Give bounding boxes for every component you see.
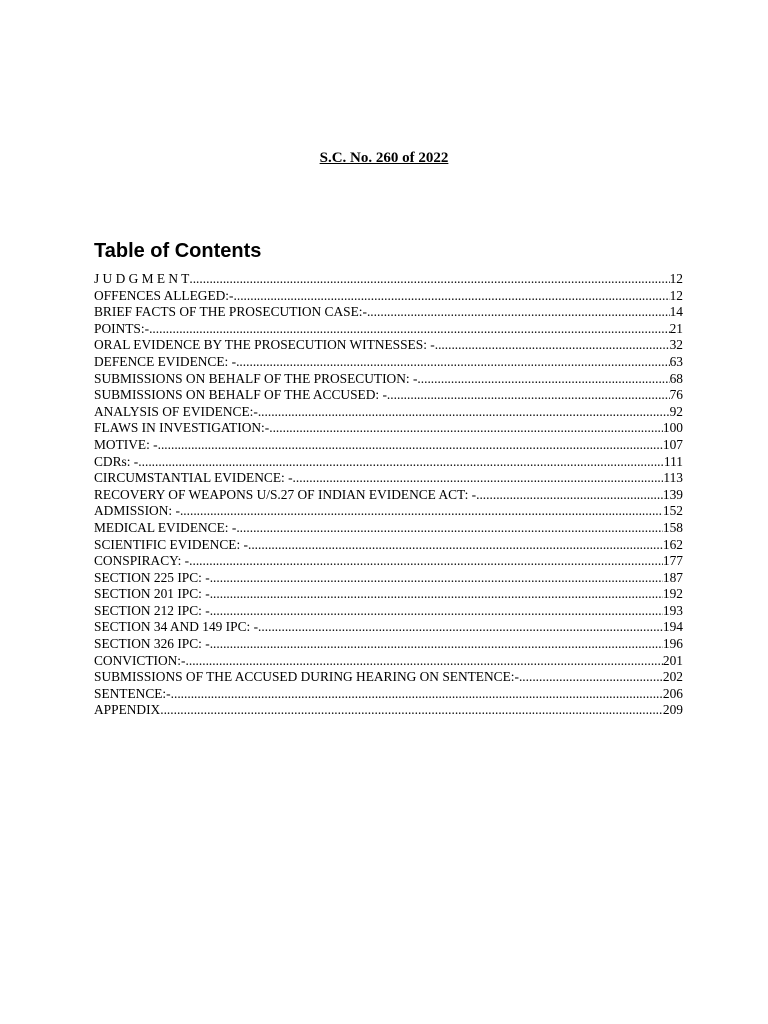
toc-entry-medical-evidence[interactable] — [94, 520, 683, 537]
toc-leader-dots — [210, 636, 663, 653]
toc-entry-oral-evidence[interactable] — [94, 337, 683, 354]
toc-leader-dots — [519, 669, 663, 686]
toc-entry-page: 152 — [662, 503, 683, 519]
toc-entry-page: 92 — [669, 403, 683, 419]
toc-entry-title: CIRCUMSTANTIAL EVIDENCE: - — [94, 470, 293, 486]
toc-entry-defence-evidence[interactable] — [94, 354, 683, 371]
toc-leader-dots — [387, 387, 670, 404]
toc-entry-submissions-on-sentence[interactable] — [94, 669, 683, 686]
toc-entry-page: 100 — [662, 420, 683, 436]
toc-entry-title: ADMISSION: - — [94, 503, 180, 519]
toc-leader-dots — [138, 454, 664, 471]
toc-leader-dots — [258, 404, 670, 421]
toc-entry-title: SECTION 212 IPC: - — [94, 602, 210, 618]
toc-entry-page: 63 — [669, 353, 683, 369]
toc-entry-submissions-accused[interactable] — [94, 387, 683, 404]
toc-leader-dots — [293, 470, 664, 487]
toc-entry-judgment[interactable] — [94, 271, 683, 288]
toc-leader-dots — [234, 288, 670, 305]
toc-entry-title: SECTION 201 IPC: - — [94, 586, 210, 602]
toc-entry-page: 193 — [662, 602, 683, 618]
toc-entry-page: 209 — [662, 702, 683, 718]
table-of-contents — [94, 271, 683, 719]
toc-entry-submissions-prosecution[interactable] — [94, 371, 683, 388]
toc-entry-title: POINTS:- — [94, 320, 150, 336]
toc-entry-page: 113 — [663, 470, 683, 486]
toc-entry-page: 32 — [669, 337, 683, 353]
toc-entry-brief-facts[interactable] — [94, 304, 683, 321]
toc-entry-title: SECTION 326 IPC: - — [94, 636, 210, 652]
toc-entry-page: 14 — [669, 304, 683, 320]
toc-entry-page: 177 — [662, 553, 683, 569]
toc-entry-title: SUBMISSIONS ON BEHALF OF THE ACCUSED: - — [94, 387, 387, 403]
toc-entry-title: DEFENCE EVIDENCE: - — [94, 353, 237, 369]
toc-leader-dots — [435, 337, 670, 354]
toc-leader-dots — [367, 304, 670, 321]
toc-entry-admission[interactable] — [94, 503, 683, 520]
toc-leader-dots — [210, 570, 663, 587]
toc-entry-page: 12 — [669, 287, 683, 303]
toc-entry-section-201-ipc[interactable] — [94, 586, 683, 603]
toc-entry-appendix[interactable] — [94, 702, 683, 719]
toc-leader-dots — [189, 271, 669, 288]
toc-leader-dots — [158, 437, 663, 454]
toc-entry-conviction[interactable] — [94, 653, 683, 670]
toc-entry-title: ORAL EVIDENCE BY THE PROSECUTION WITNESSES: - — [94, 337, 435, 353]
toc-entry-title: SECTION 34 AND 149 IPC: - — [94, 619, 259, 635]
toc-leader-dots — [258, 619, 663, 636]
toc-entry-cdrs[interactable] — [94, 454, 683, 471]
toc-entry-page: 187 — [662, 569, 683, 585]
toc-leader-dots — [210, 586, 663, 603]
toc-entry-page: 192 — [662, 586, 683, 602]
toc-entry-motive[interactable] — [94, 437, 683, 454]
toc-entry-page: 202 — [662, 669, 683, 685]
toc-entry-page: 107 — [662, 436, 683, 452]
toc-entry-conspiracy[interactable] — [94, 553, 683, 570]
toc-leader-dots — [417, 371, 669, 388]
toc-entry-sentence[interactable] — [94, 686, 683, 703]
toc-leader-dots — [160, 702, 663, 719]
toc-entry-section-34-and-149-ipc[interactable] — [94, 619, 683, 636]
toc-entry-title: RECOVERY OF WEAPONS U/S.27 OF INDIAN EVIDENCE ACT: - — [94, 486, 477, 502]
toc-entry-section-212-ipc[interactable] — [94, 603, 683, 620]
toc-leader-dots — [236, 520, 663, 537]
toc-entry-page: 196 — [662, 636, 683, 652]
toc-entry-title: CONSPIRACY: - — [94, 553, 190, 569]
toc-leader-dots — [248, 537, 663, 554]
toc-entry-title: APPENDIX — [94, 702, 161, 718]
toc-leader-dots — [189, 553, 663, 570]
toc-entry-title: SENTENCE:- — [94, 685, 171, 701]
toc-entry-title: SCIENTIFIC EVIDENCE: - — [94, 536, 248, 552]
toc-entry-title: FLAWS IN INVESTIGATION:- — [94, 420, 270, 436]
toc-entry-page: 194 — [662, 619, 683, 635]
toc-entry-title: SECTION 225 IPC: - — [94, 569, 210, 585]
toc-entry-section-326-ipc[interactable] — [94, 636, 683, 653]
toc-leader-dots — [236, 354, 670, 371]
toc-entry-title: CONVICTION:- — [94, 652, 186, 668]
toc-leader-dots — [269, 420, 663, 437]
toc-entry-circumstantial-evidence[interactable] — [94, 470, 683, 487]
toc-entry-page: 68 — [669, 370, 683, 386]
toc-entry-title: J U D G M E N T — [94, 271, 190, 286]
toc-entry-analysis-of-evidence[interactable] — [94, 404, 683, 421]
toc-leader-dots — [186, 653, 663, 670]
toc-leader-dots — [180, 503, 663, 520]
toc-entry-page: 21 — [669, 320, 683, 336]
toc-entry-title: SUBMISSIONS ON BEHALF OF THE PROSECUTION: - — [94, 370, 418, 386]
toc-entry-title: BRIEF FACTS OF THE PROSECUTION CASE:- — [94, 304, 367, 320]
toc-entry-title: OFFENCES ALLEGED:- — [94, 287, 234, 303]
toc-entry-scientific-evidence[interactable] — [94, 537, 683, 554]
toc-entry-page: 111 — [663, 453, 683, 469]
toc-entry-title: CDRs: - — [94, 453, 139, 469]
toc-entry-page: 206 — [662, 685, 683, 701]
case-title-text: S.C. No. 260 of 2022 — [319, 150, 449, 166]
toc-heading: Table of Contents — [94, 240, 262, 262]
case-title — [0, 149, 768, 167]
toc-entry-page: 201 — [662, 652, 683, 668]
toc-leader-dots — [149, 321, 670, 338]
toc-entry-page: 139 — [662, 486, 683, 502]
toc-entry-recovery-of-weapons[interactable] — [94, 487, 683, 504]
toc-entry-section-225-ipc[interactable] — [94, 570, 683, 587]
toc-leader-dots — [476, 487, 663, 504]
toc-entry-page: 76 — [669, 387, 683, 403]
toc-entry-flaws-in-investigation[interactable] — [94, 420, 683, 437]
toc-entry-page: 158 — [662, 519, 683, 535]
toc-entry-title: MOTIVE: - — [94, 436, 158, 452]
toc-entry-offences-alleged[interactable] — [94, 288, 683, 305]
toc-leader-dots — [171, 686, 663, 703]
toc-entry-points[interactable] — [94, 321, 683, 338]
toc-entry-page: 12 — [669, 271, 683, 286]
toc-entry-title: ANALYSIS OF EVIDENCE:- — [94, 403, 258, 419]
toc-entry-title: MEDICAL EVIDENCE: - — [94, 519, 237, 535]
toc-entry-title: SUBMISSIONS OF THE ACCUSED DURING HEARING ON SENTENCE:- — [94, 669, 519, 685]
toc-entry-page: 162 — [662, 536, 683, 552]
toc-leader-dots — [210, 603, 663, 620]
